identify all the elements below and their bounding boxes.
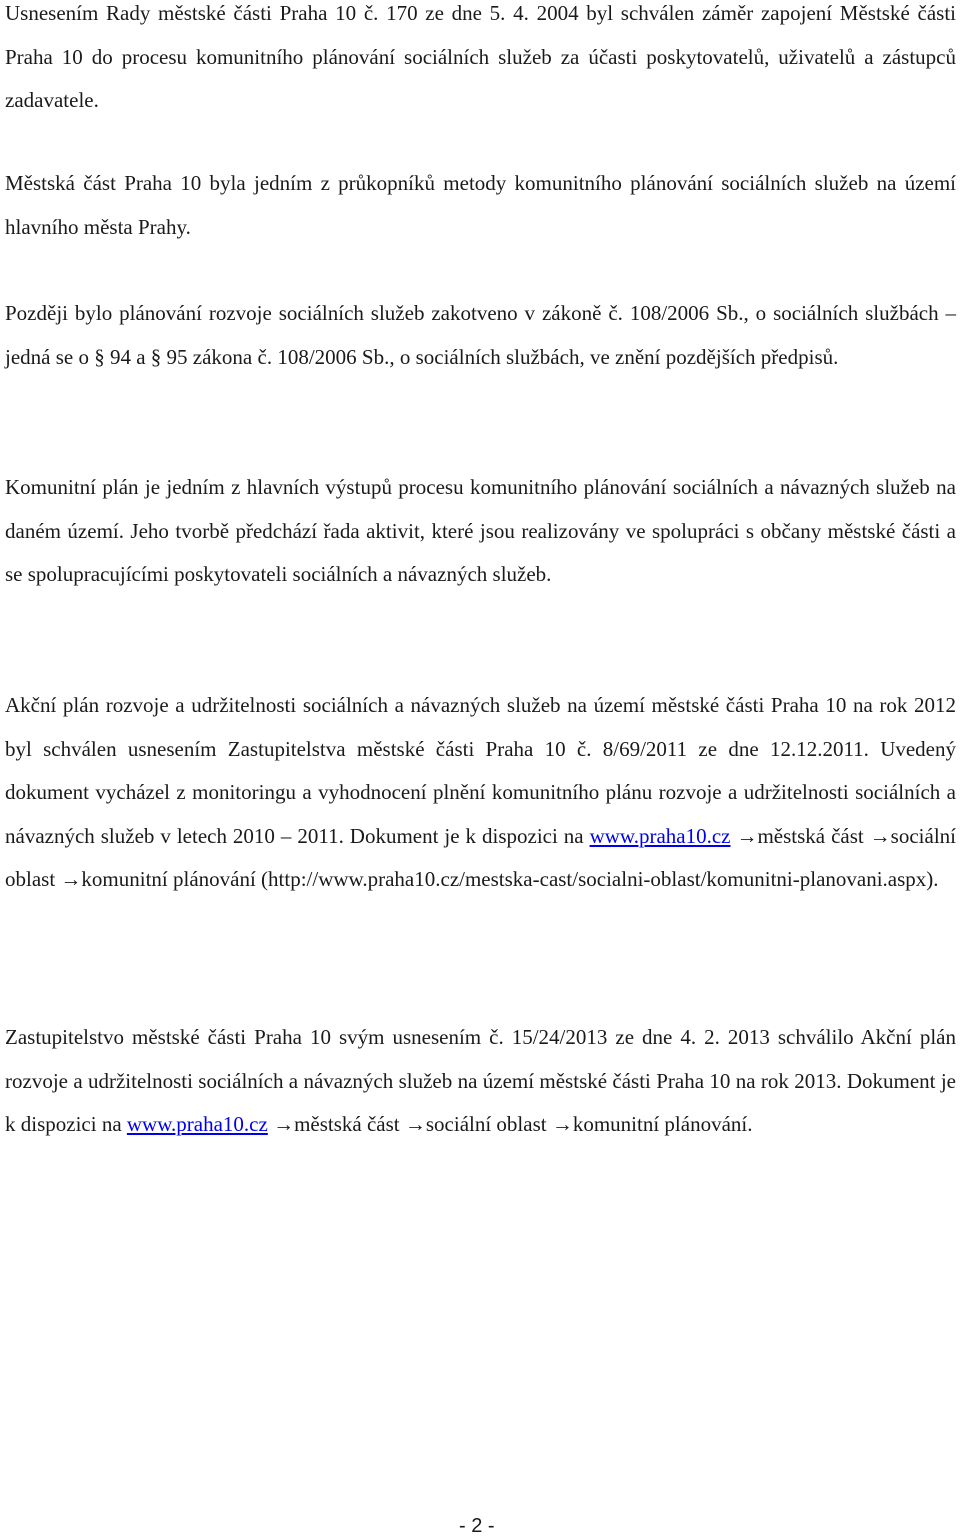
paragraph-action-plan-2012-path: →městská část →sociální oblast →komunitní plánování (http://www.praha10.cz/mestska-cast/socialni-oblast/komunitni-planovani.aspx). — [5, 823, 956, 891]
praha10-link[interactable]: www.praha10.cz — [126, 1112, 268, 1136]
paragraph-action-plan-2012-text: Akční plán rozvoje a udržitelnosti sociálních a návazných služeb na území městské části Praha 10 na rok 2012 byl schválen usnesením Zastupitelstva městské části Praha 10 č. 8/69/2011 ze dne 12.12.2011. Uvedený dokument vycházel z monitoringu a vyhodnocení plnění komunitního plánu rozvoje a udržitelnosti sociálních a návazných služeb v letech 2010 – 2011. Dokument je k dispozici na — [5, 693, 956, 848]
paragraph-action-plan-2012 — [5, 684, 956, 902]
paragraph-community-plan: Komunitní plán je jedním z hlavních výstupů procesu komunitního plánování sociálních a návazných služeb na daném území. Jeho tvorbě předchází řada aktivit, které jsou realizovány ve spolupráci s občany městské části a se spolupracujícími poskytovateli sociálních a návazných služeb. — [5, 475, 956, 586]
praha10-link[interactable]: www.praha10.cz — [589, 823, 731, 848]
paragraph-action-plan-2013-text: Zastupitelstvo městské části Praha 10 svým usnesením č. 15/24/2013 ze dne 4. 2. 2013 schválilo Akční plán rozvoje a udržitelnosti sociálních a návazných služeb na území městské části Praha 10 na rok 2013. Dokument je k dispozici na — [5, 1025, 956, 1136]
paragraph-law: Později bylo plánování rozvoje sociálních služeb zakotveno v zákoně č. 108/2006 Sb., o sociálních službách – jedná se o § 94 a § 95 zákona č. 108/2006 Sb., o sociálních službách, ve znění pozdějších předpisů. — [5, 301, 956, 369]
page-number: - 2 - — [459, 1515, 495, 1537]
paragraph-action-plan-2013-path: →městská část →sociální oblast →komunitní plánování. — [267, 1112, 753, 1136]
paragraph-action-plan-2013 — [5, 1016, 956, 1147]
paragraph-council-resolution: Usnesením Rady městské části Praha 10 č. 170 ze dne 5. 4. 2004 byl schválen záměr zapojení Městské části Praha 10 do procesu komunitního plánování sociálních služeb za účasti poskytovatelů, uživatelů a zástupců zadavatele. — [5, 1, 956, 112]
paragraph-pioneer: Městská část Praha 10 byla jedním z průkopníků metody komunitního plánování sociálních služeb na území hlavního města Prahy. — [5, 171, 956, 239]
